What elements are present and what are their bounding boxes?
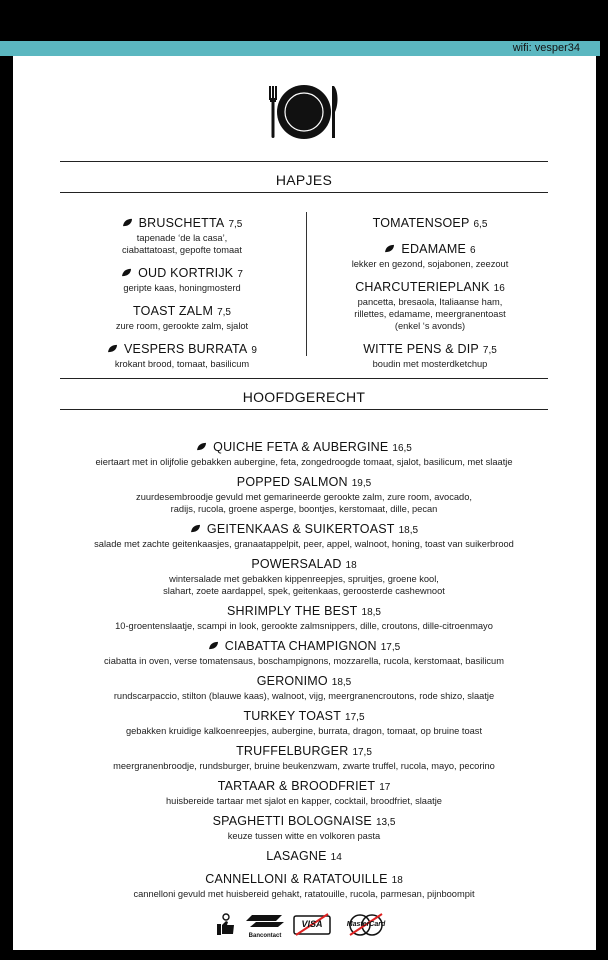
menu-item-title-line bbox=[60, 637, 548, 655]
menu-item-description: eiertaart met in olijfolie gebakken aubergine, feta, zongedroogde tomaat, sjalot, basilicum, met slaatje bbox=[95, 457, 513, 467]
menu-item bbox=[312, 214, 548, 232]
menu-item-title-line bbox=[312, 340, 548, 358]
menu-item-description: salade met zachte geitenkaasjes, granaatappelpit, peer, appel, walnoot, honing, toast van suikerbrood bbox=[94, 539, 514, 549]
menu-item-name: POWERSALAD bbox=[251, 557, 342, 571]
menu-item-price: 13,5 bbox=[375, 817, 396, 828]
menu-item-description: rillettes, edamame, meergranentoast bbox=[354, 309, 506, 319]
menu-item bbox=[60, 812, 548, 842]
menu-item-title-line bbox=[62, 340, 302, 358]
divider-top bbox=[60, 161, 548, 162]
menu-item-name: OUD KORTRIJK bbox=[138, 266, 234, 280]
menu-item-title-line bbox=[60, 555, 548, 573]
mastercard-logo bbox=[344, 913, 388, 937]
bancontact-label: Bancontact bbox=[248, 933, 282, 939]
menu-item-name: QUICHE FETA & AUBERGINE bbox=[213, 440, 389, 454]
menu-item-title-line bbox=[62, 214, 302, 232]
starters-right bbox=[312, 214, 548, 378]
menu-item-name: TURKEY TOAST bbox=[243, 709, 342, 723]
menu-item bbox=[312, 240, 548, 270]
section-title-hapjes: HAPJES bbox=[275, 172, 333, 188]
menu-item-name: SHRIMPLY THE BEST bbox=[227, 604, 358, 618]
menu-item-description: tapenade ‘de la casa’, bbox=[136, 233, 228, 243]
menu-item bbox=[60, 438, 548, 468]
menu-item-name: GEITENKAAS & SUIKERTOAST bbox=[206, 522, 395, 536]
menu-item-price: 9 bbox=[251, 345, 257, 356]
menu-item-title-line bbox=[60, 602, 548, 620]
menu-item-description: (enkel ‘s avonds) bbox=[394, 321, 466, 331]
menu-item-price: 17,5 bbox=[352, 747, 372, 758]
menu-item-price: 7,5 bbox=[217, 307, 231, 318]
menu-item-name: VESPERS BURRATA bbox=[124, 342, 248, 356]
menu-item-title-line bbox=[60, 707, 548, 725]
menu-item bbox=[60, 473, 548, 515]
thumbs-up-icon bbox=[214, 913, 238, 937]
column-divider bbox=[306, 212, 307, 356]
mastercard-label: MasterCard bbox=[346, 921, 386, 928]
menu-item-title-line bbox=[62, 264, 302, 282]
menu-item-description: lekker en gezond, sojabonen, zeezout bbox=[351, 259, 509, 269]
menu-item bbox=[312, 340, 548, 370]
vegetarian-leaf-icon bbox=[384, 244, 395, 253]
menu-item-price: 7,5 bbox=[482, 345, 497, 356]
menu-item bbox=[60, 707, 548, 737]
menu-item bbox=[60, 870, 548, 900]
menu-item-title-line bbox=[60, 473, 548, 491]
menu-item bbox=[62, 264, 302, 294]
visa-logo bbox=[293, 913, 331, 937]
menu-item-price: 17 bbox=[379, 782, 391, 793]
starters-left bbox=[62, 214, 302, 378]
menu-item-title-line bbox=[60, 438, 548, 456]
bancontact-logo bbox=[246, 914, 284, 939]
menu-item-description: ciabatta in oven, verse tomatensaus, boschampignons, mozzarella, rucola, kerstomaat, basilicum bbox=[104, 656, 504, 666]
menu-item-description: cannelloni gevuld met huisbereid gehakt, ratatouille, rucola, parmesan, pijnboompit bbox=[133, 889, 475, 899]
menu-item-description: slahart, zoete aardappel, spek, geitenkaas, geroosterde cashewnoot bbox=[163, 586, 445, 596]
menu-item-title-line bbox=[60, 672, 548, 690]
wifi-text: wifi: vesper34 bbox=[512, 42, 580, 54]
vegetarian-leaf-icon bbox=[196, 442, 207, 451]
menu-item-price: 16,5 bbox=[392, 443, 412, 454]
divider-mains bbox=[60, 409, 548, 410]
menu-item-description: 10-groentenslaatje, scampi in look, gerookte zalmsnippers, dille, croutons, dille-citroenmayo bbox=[115, 621, 493, 631]
menu-item-title-line bbox=[60, 520, 548, 538]
divider-mains-top bbox=[60, 378, 548, 379]
mains-list bbox=[60, 438, 548, 905]
menu-item-name: TARTAAR & BROODFRIET bbox=[217, 779, 376, 793]
menu-item-description: radijs, rucola, groene asperge, boontjes, kerstomaat, dille, pecan bbox=[170, 504, 438, 514]
divider-hapjes bbox=[60, 192, 548, 193]
menu-item-name: TOAST ZALM bbox=[133, 304, 214, 318]
menu-item-description: keuze tussen witte en volkoren pasta bbox=[227, 831, 381, 841]
menu-item-name: LASAGNE bbox=[266, 849, 327, 863]
menu-item-description: meergranenbroodje, rundsburger, bruine beukenzwam, zwarte truffel, rucola, mayo, pecorino bbox=[113, 761, 495, 771]
menu-item-name: TOMATENSOEP bbox=[372, 216, 470, 230]
menu-item-description: boudin met mosterdketchup bbox=[372, 359, 488, 369]
menu-item-name: WITTE PENS & DIP bbox=[363, 342, 479, 356]
menu-item-title-line bbox=[60, 742, 548, 760]
vegetarian-leaf-icon bbox=[208, 641, 219, 650]
vegetarian-leaf-icon bbox=[121, 268, 132, 277]
menu-item-name: TRUFFELBURGER bbox=[236, 744, 349, 758]
menu-item-title-line bbox=[62, 302, 302, 320]
menu-item bbox=[62, 302, 302, 332]
menu-item bbox=[60, 847, 548, 865]
menu-item-title-line bbox=[312, 240, 548, 258]
menu-item-title-line bbox=[312, 278, 548, 296]
menu-item bbox=[60, 555, 548, 597]
menu-item-price: 17,5 bbox=[345, 712, 365, 723]
menu-item bbox=[60, 637, 548, 667]
menu-item bbox=[62, 214, 302, 256]
wifi-bar bbox=[0, 41, 600, 56]
menu-item-name: BRUSCHETTA bbox=[138, 216, 225, 230]
menu-item-name: CHARCUTERIEPLANK bbox=[355, 280, 490, 294]
menu-item-description: pancetta, bresaola, Italiaanse ham, bbox=[357, 297, 503, 307]
menu-item-description: gebakken kruidige kalkoenreepjes, aubergine, burrata, dragon, tomaat, op bruine toast bbox=[125, 726, 483, 736]
menu-item-price: 6 bbox=[470, 245, 476, 256]
menu-item-price: 18,5 bbox=[331, 677, 352, 688]
menu-item-name: SPAGHETTI BOLOGNAISE bbox=[212, 814, 372, 828]
menu-item-description: ciabattatoast, gepofte tomaat bbox=[122, 245, 242, 255]
section-title-hoofdgerecht: HOOFDGERECHT bbox=[242, 389, 366, 405]
menu-item-price: 14 bbox=[330, 852, 342, 863]
menu-item bbox=[60, 520, 548, 550]
menu-item-title-line bbox=[60, 812, 548, 830]
menu-item-price: 18,5 bbox=[361, 607, 381, 618]
menu-item-price: 18 bbox=[345, 560, 357, 571]
menu-item bbox=[60, 602, 548, 632]
menu-item-title-line bbox=[60, 847, 548, 865]
menu-item bbox=[60, 777, 548, 807]
menu-item-price: 19,5 bbox=[351, 478, 372, 489]
menu-item-title-line bbox=[60, 870, 548, 888]
menu-item-price: 18 bbox=[391, 875, 403, 886]
menu-item-title-line bbox=[312, 214, 548, 232]
menu-item-description: geripte kaas, honingmosterd bbox=[123, 283, 241, 293]
vegetarian-leaf-icon bbox=[190, 524, 201, 533]
menu-item-price: 6,5 bbox=[473, 219, 488, 230]
menu-item-name: POPPED SALMON bbox=[236, 475, 348, 489]
menu-item-description: zure room, gerookte zalm, sjalot bbox=[115, 321, 249, 331]
menu-item-description: rundscarpaccio, stilton (blauwe kaas), walnoot, vijg, meergranencroutons, rode shizo, slaatje bbox=[113, 691, 495, 701]
menu-item-price: 17,5 bbox=[380, 642, 401, 653]
menu-item bbox=[312, 278, 548, 332]
menu-item-price: 18,5 bbox=[398, 525, 419, 536]
menu-item-name: CANNELLONI & RATATOUILLE bbox=[205, 872, 388, 886]
vegetarian-leaf-icon bbox=[122, 218, 133, 227]
menu-item-price: 7,5 bbox=[228, 219, 243, 230]
plate-cutlery-icon bbox=[268, 84, 340, 140]
menu-item-description: zuurdesembroodje gevuld met gemarineerde gerookte zalm, zure room, avocado, bbox=[136, 492, 472, 502]
menu-item bbox=[60, 742, 548, 772]
menu-item bbox=[62, 340, 302, 370]
menu-item-title-line bbox=[60, 777, 548, 795]
menu-item-price: 16 bbox=[493, 283, 505, 294]
menu-item bbox=[60, 672, 548, 702]
menu-item-price: 7 bbox=[237, 269, 243, 280]
vegetarian-leaf-icon bbox=[107, 344, 118, 353]
menu-item-name: CIABATTA CHAMPIGNON bbox=[224, 639, 377, 653]
menu-item-description: wintersalade met gebakken kippenreepjes, spruitjes, groene kool, bbox=[169, 574, 439, 584]
menu-item-description: huisbereide tartaar met sjalot en kapper, cocktail, broodfriet, slaatje bbox=[166, 796, 442, 806]
menu-item-description: krokant brood, tomaat, basilicum bbox=[114, 359, 250, 369]
menu-item-name: GERONIMO bbox=[256, 674, 328, 688]
menu-item-name: EDAMAME bbox=[401, 242, 467, 256]
visa-label: VISA bbox=[301, 919, 323, 929]
